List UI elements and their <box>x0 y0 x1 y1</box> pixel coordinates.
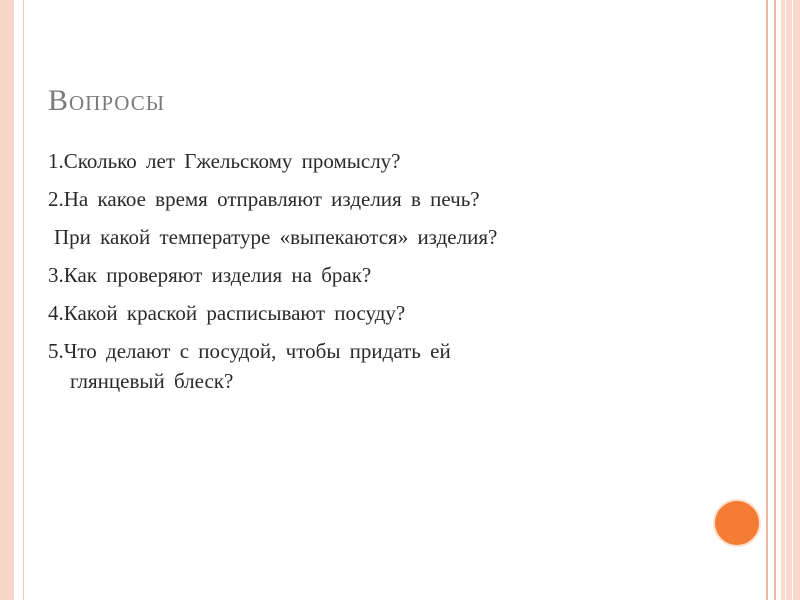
question-2: 2.На какое время отправляют изделия в печь? <box>48 187 480 211</box>
left-border-band <box>0 0 14 600</box>
right-border-band <box>781 0 800 600</box>
slide-title: Вопросы <box>48 84 166 117</box>
question-1: 1.Сколько лет Гжельскому промыслу? <box>48 149 401 173</box>
right-border-line <box>766 0 768 600</box>
question-2-continued: При какой температуре «выпекаются» изделия? <box>54 225 498 249</box>
question-5-continued: глянцевый блеск? <box>70 369 234 393</box>
right-border-inner <box>792 0 793 600</box>
decorative-orange-circle <box>713 499 761 547</box>
question-5: 5.Что делают с посудой, чтобы придать ей <box>48 339 451 363</box>
question-4: 4.Какой краской расписывают посуду? <box>48 301 406 325</box>
right-border-inner <box>785 0 786 600</box>
left-border-line <box>23 0 24 600</box>
right-border-line <box>774 0 776 600</box>
question-list <box>48 146 668 396</box>
question-3: 3.Как проверяют изделия на брак? <box>48 263 372 287</box>
